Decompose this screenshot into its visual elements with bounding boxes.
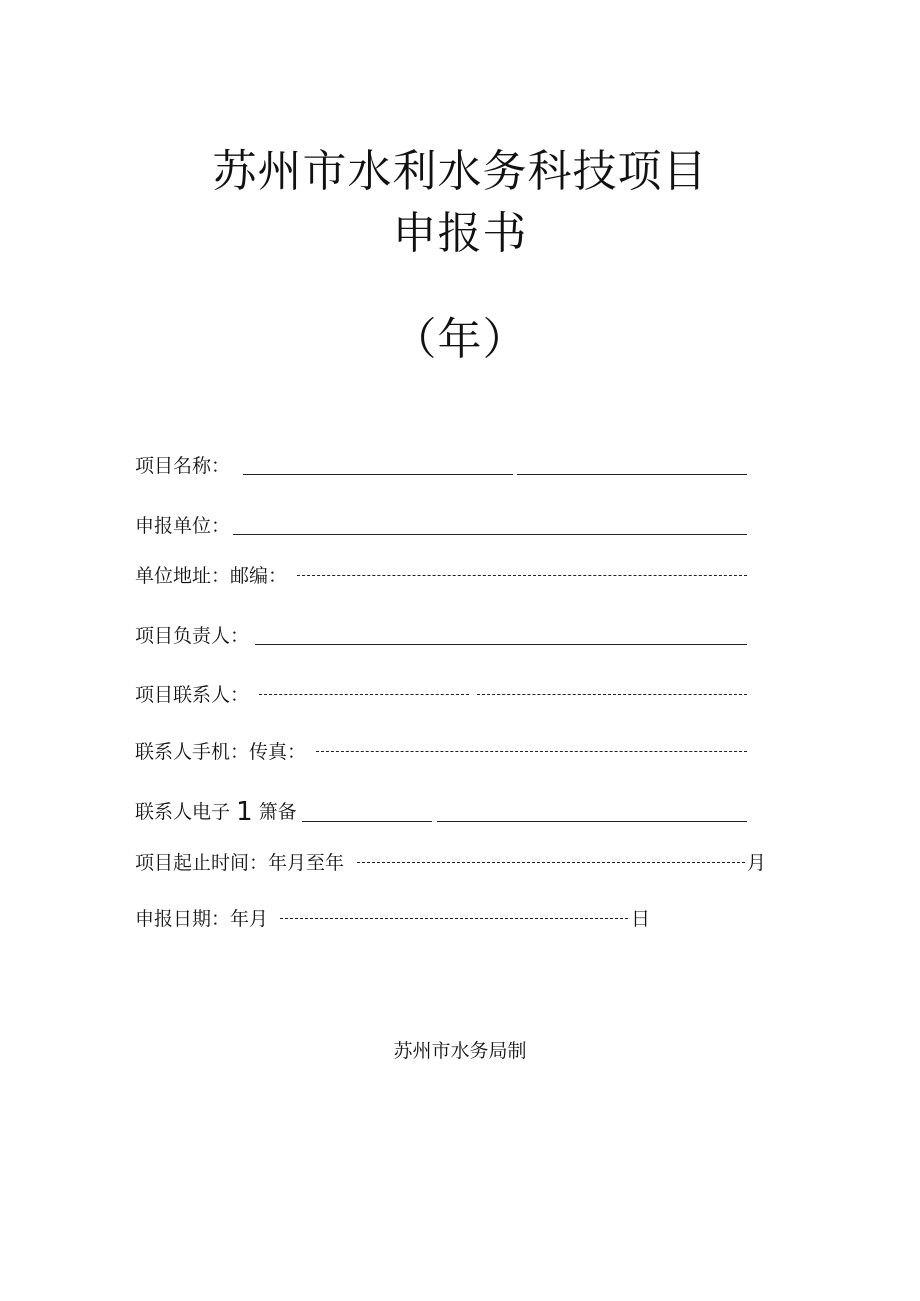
applicant-unit-label: 申报单位： xyxy=(135,515,231,537)
contact-email-label xyxy=(135,797,297,827)
contact-email-suffix: 箫备 xyxy=(258,801,297,823)
project-name-label: 项目名称： xyxy=(135,455,231,477)
project-name-line-a[interactable] xyxy=(243,474,513,475)
contact-email-one: 1 xyxy=(236,797,253,827)
field-unit-address xyxy=(135,561,750,591)
apply-date-line[interactable] xyxy=(280,918,628,919)
document-title-year: （年） xyxy=(392,314,528,365)
applicant-unit-line[interactable] xyxy=(233,534,747,535)
field-applicant-unit xyxy=(135,511,750,541)
field-contact-email xyxy=(135,797,750,827)
document-title-line2: 申报书 xyxy=(392,208,528,259)
project-period-label: 项目起止时间：年月至年 xyxy=(135,852,345,874)
project-period-end-label: 月 xyxy=(747,852,767,874)
project-leader-line[interactable] xyxy=(255,644,747,645)
field-project-name xyxy=(135,451,750,481)
contact-email-prefix: 联系人电子 xyxy=(135,801,231,823)
project-leader-label: 项目负责人： xyxy=(135,625,250,647)
project-contact-line-b[interactable] xyxy=(477,694,747,695)
contact-email-line-a[interactable] xyxy=(302,821,432,822)
project-contact-label: 项目联系人： xyxy=(135,684,250,706)
field-project-period xyxy=(135,848,775,878)
field-project-leader xyxy=(135,621,750,651)
unit-address-line[interactable] xyxy=(297,575,747,576)
project-contact-line-a[interactable] xyxy=(259,694,469,695)
contact-phone-label: 联系人手机：传真： xyxy=(135,741,307,763)
document-title-line1: 苏州市水利水务科技项目 xyxy=(212,146,708,197)
apply-date-label: 申报日期：年月 xyxy=(135,908,269,930)
field-project-contact xyxy=(135,680,750,710)
project-period-line[interactable] xyxy=(357,862,745,863)
unit-address-label: 单位地址：邮编： xyxy=(135,565,288,587)
contact-phone-line[interactable] xyxy=(316,751,747,752)
field-apply-date xyxy=(135,904,675,934)
project-name-line-b[interactable] xyxy=(517,474,747,475)
apply-date-end-label: 日 xyxy=(631,908,651,930)
contact-email-line-b[interactable] xyxy=(437,821,747,822)
field-contact-phone xyxy=(135,737,750,767)
footer-organization: 苏州市水务局制 xyxy=(393,1040,527,1062)
